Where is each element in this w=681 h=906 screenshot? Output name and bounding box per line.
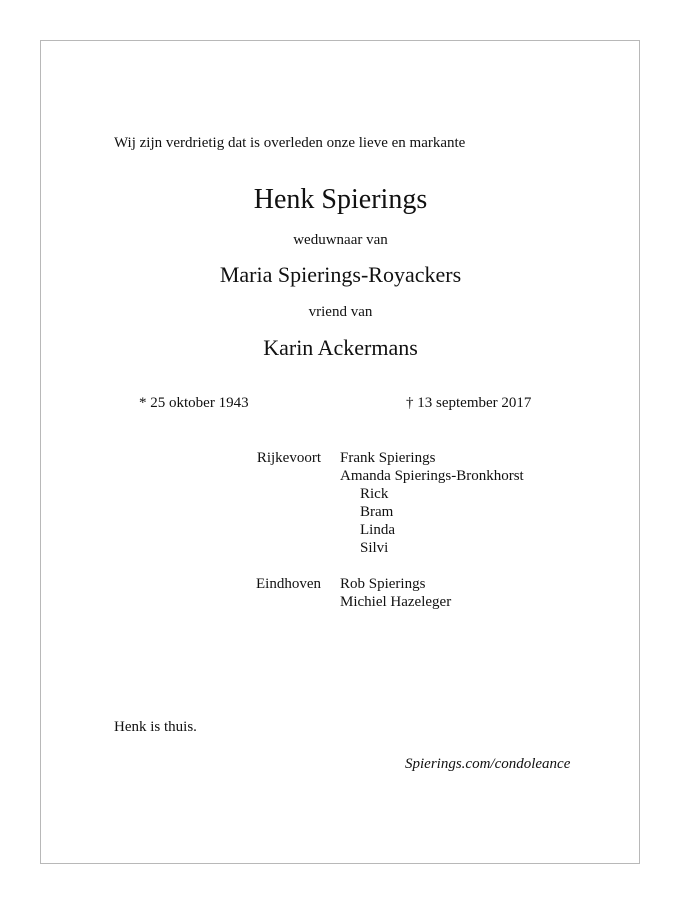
family-member: Frank Spierings <box>340 450 436 466</box>
family-member: Amanda Spierings-Bronkhorst <box>340 468 524 484</box>
relation-friend: vriend van <box>308 304 373 320</box>
family-place: Eindhoven <box>256 576 321 592</box>
relation-widower: weduwnaar van <box>293 232 388 248</box>
friend-name: Karin Ackermans <box>263 335 418 360</box>
spouse-name: Maria Spierings-Royackers <box>219 262 462 287</box>
deceased-name: Henk Spierings <box>253 184 428 215</box>
birth-date: * 25 oktober 1943 <box>139 395 249 411</box>
closing-note: Henk is thuis. <box>114 719 197 735</box>
grandchild: Rick <box>360 486 389 502</box>
family-member: Rob Spierings <box>340 576 426 592</box>
death-date: † 13 september 2017 <box>406 395 532 411</box>
family-place: Rijkevoort <box>256 450 321 466</box>
grandchild: Bram <box>360 504 394 520</box>
grandchild: Linda <box>360 522 395 538</box>
grandchild: Silvi <box>360 540 389 556</box>
condolence-website: Spierings.com/condoleance <box>405 756 571 772</box>
family-member: Michiel Hazeleger <box>340 594 452 610</box>
intro-text: Wij zijn verdrietig dat is overleden onze lieve en markante <box>114 135 466 151</box>
